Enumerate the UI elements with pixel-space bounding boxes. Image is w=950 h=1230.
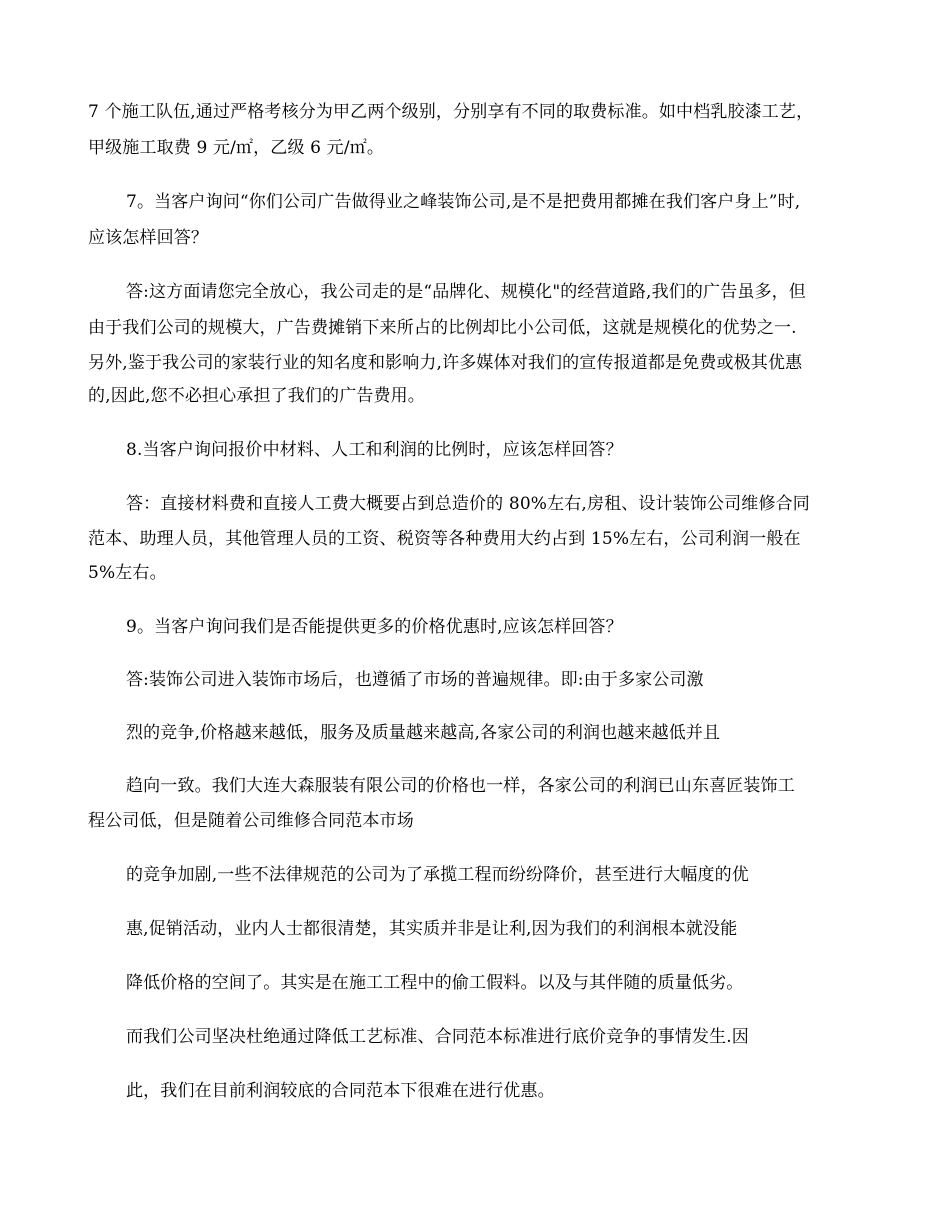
- question-7-line: 7。当客户询问“你们公司广告做得业之峰装饰公司,是不是把费用都摊在我们客户身上”时,: [126, 192, 801, 212]
- answer-7-line: 的,因此,您不必担心承担了我们的广告费用。: [88, 386, 425, 406]
- answer-9-line: 惠,促销活动，业内人士都很清楚，其实质并非是让利,因为我们的利润根本就没能: [126, 919, 738, 939]
- question-8-line: 8.当客户询问报价中材料、人工和利润的比例时，应该怎样回答？: [126, 440, 623, 460]
- paragraph-line: 甲级施工取费 9 元/㎡，乙级 6 元/㎡。: [88, 138, 385, 158]
- answer-9-line: 烈的竞争,价格越来越低，服务及质量越来越高,各家公司的利润也越来越低并且: [126, 723, 721, 743]
- answer-7-line: 答:这方面请您完全放心，我公司走的是“品牌化、规模化"的经营道路,我们的广告虽多，但: [126, 282, 806, 302]
- answer-9-line: 答:装饰公司进入装饰市场后，也遵循了市场的普遍规律。即:由于多家公司激: [126, 670, 704, 690]
- answer-9-line: 程公司低，但是随着公司维修合同范本市场: [88, 811, 414, 831]
- paragraph-line: 7 个施工队伍,通过严格考核分为甲乙两个级别，分别享有不同的取费标准。如中档乳胶漆工艺，: [88, 102, 814, 122]
- answer-9-line: 趋向一致。我们大连大森服装有限公司的价格也一样，各家公司的利润已山东喜匠装饰工: [126, 776, 795, 796]
- question-7-line: 应该怎样回答？: [88, 228, 209, 248]
- answer-8-line: 5%左右。: [88, 563, 167, 583]
- answer-7-line: 另外,鉴于我公司的家装行业的知名度和影响力,许多媒体对我们的宣传报道都是免费或极其优惠: [88, 353, 803, 373]
- answer-9-line: 而我们公司坚决杜绝通过降低工艺标准、合同范本标准进行底价竞争的事情发生.因: [126, 1027, 749, 1047]
- answer-8-line: 范本、助理人员，其他管理人员的工资、税资等各种费用大约占到 15%左右，公司利润一般在: [88, 529, 801, 549]
- answer-9-line: 此，我们在目前利润较底的合同范本下很难在进行优惠。: [126, 1081, 555, 1101]
- answer-7-line: 由于我们公司的规模大，广告费摊销下来所占的比例却比小公司低，这就是规模化的优势之一.: [88, 318, 797, 338]
- answer-8-line: 答：直接材料费和直接人工费大概要占到总造价的 80%左右,房租、设计装饰公司维修合同: [126, 494, 810, 514]
- answer-9-line: 降低价格的空间了。其实是在施工工程中的偷工假料。以及与其伴随的质量低劣。: [126, 973, 744, 993]
- question-9-line: 9。当客户询问我们是否能提供更多的价格优惠时,应该怎样回答？: [126, 617, 623, 637]
- answer-9-line: 的竞争加剧,一些不法律规范的公司为了承揽工程而纷纷降价，甚至进行大幅度的优: [126, 865, 749, 885]
